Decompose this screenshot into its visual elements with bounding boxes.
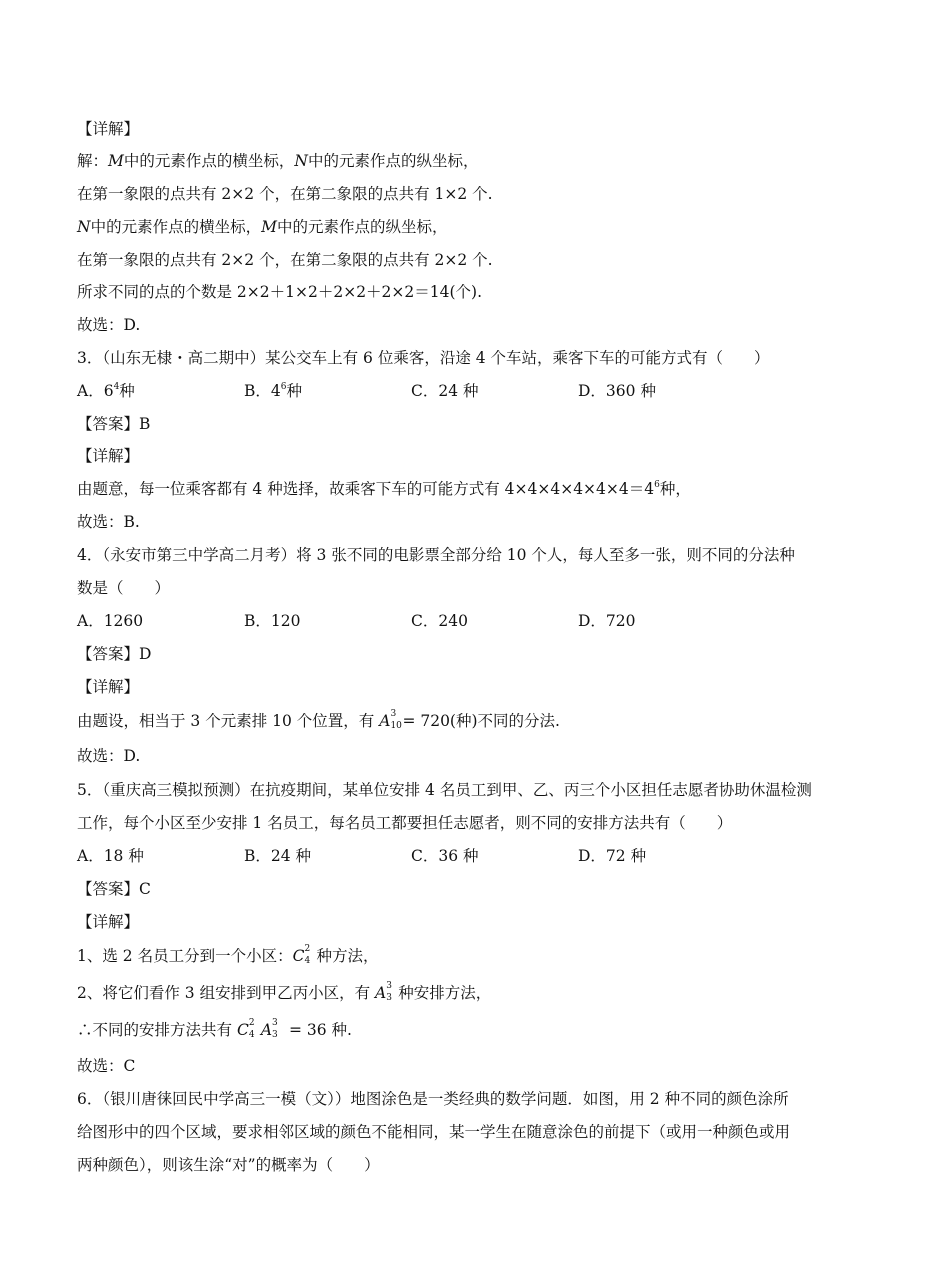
q5-option-c: C．36 种 <box>411 847 479 865</box>
solution-line: 由题意，每一位乘客都有 4 种选择，故乘客下车的可能方式有 $4\times 4\times 4\times 4\times 4\times 4=4^6$种， <box>77 480 691 498</box>
q3-answer: 【答案】B <box>77 415 151 433</box>
q5-option-a: A．18 种 <box>77 847 144 865</box>
choice-line: 故选：B. <box>77 513 140 531</box>
solution-line: 1、选 2 名员工分到一个小区：C 2 4 种方法， <box>77 944 379 966</box>
q4-option-c: C．240 <box>411 612 468 630</box>
solution-line: 在第一象限的点共有 2×2 个，在第二象限的点共有 1×2 个. <box>77 185 493 203</box>
solution-line: 由题设，相当于 3 个元素排 10 个位置，有 A 3 10 = 720(种)不同的分法. <box>77 709 560 731</box>
q4-option-a: A．1260 <box>77 612 144 630</box>
q5-option-b: B．24 种 <box>244 847 312 865</box>
question-6-stem-cont: 两种颜色），则该生涂“对”的概率为（ ） <box>77 1156 380 1174</box>
q4-answer: 【答案】D <box>77 645 152 663</box>
q4-option-d: D．720 <box>578 612 636 630</box>
solution-line: ∴不同的安排方法共有 C 2 4 A 3 3 = 36 种. <box>77 1018 352 1040</box>
solution-line: 在第一象限的点共有 2×2 个，在第二象限的点共有 2×2 个. <box>77 251 493 269</box>
question-5-stem: 5．（重庆高三模拟预测）在抗疫期间，某单位安排 4 名员工到甲、乙、丙三个小区担任志愿者协助休温检测 <box>77 781 812 799</box>
q5-answer: 【答案】C <box>77 880 151 898</box>
detail-heading: 【详解】 <box>77 120 140 138</box>
q3-option-c: C．24 种 <box>411 382 479 400</box>
choice-line: 故选：C <box>77 1057 136 1075</box>
q3-option-a: A．$6^4$种 <box>77 382 135 400</box>
detail-heading: 【详解】 <box>77 678 140 696</box>
detail-heading: 【详解】 <box>77 447 140 465</box>
question-4-stem: 4．（永安市第三中学高二月考）将 3 张不同的电影票全部分给 10 个人，每人至多一张，则不同的分法种 <box>77 546 795 564</box>
question-4-stem-cont: 数是（ ） <box>77 579 171 597</box>
solution-line: N中的元素作点的横坐标，M中的元素作点的纵坐标， <box>77 218 448 236</box>
solution-line: 解：M中的元素作点的横坐标，N中的元素作点的纵坐标， <box>77 152 479 170</box>
q3-option-b: B．$4^6$种 <box>244 382 303 400</box>
choice-line: 故选：D. <box>77 747 141 765</box>
choice-line: 故选：D. <box>77 316 141 334</box>
question-6-stem-cont: 给图形中的四个区域，要求相邻区域的颜色不能相同，某一学生在随意涂色的前提下（或用一种颜色或用 <box>77 1123 791 1141</box>
q3-option-d: D．360 种 <box>578 382 656 400</box>
detail-heading: 【详解】 <box>77 913 140 931</box>
question-5-stem-cont: 工作，每个小区至少安排 1 名员工，每名员工都要担任志愿者，则不同的安排方法共有（ ） <box>77 814 733 832</box>
question-3-stem: 3．（山东无棣・高二期中）某公交车上有 6 位乘客，沿途 4 个车站，乘客下车的可能方式有（ ） <box>77 349 770 367</box>
q5-option-d: D．72 种 <box>578 847 647 865</box>
solution-line: 2、将它们看作 3 组安排到甲乙丙小区，有 A 3 3 种安排方法， <box>77 981 492 1003</box>
question-6-stem: 6．（银川唐徕回民中学高三一模（文））地图涂色是一类经典的数学问题．如图，用 2 种不同的颜色涂所 <box>77 1090 789 1108</box>
q4-option-b: B．120 <box>244 612 301 630</box>
solution-line: 所求不同的点的个数是 2×2＋1×2＋2×2＋2×2＝14(个). <box>77 283 483 301</box>
